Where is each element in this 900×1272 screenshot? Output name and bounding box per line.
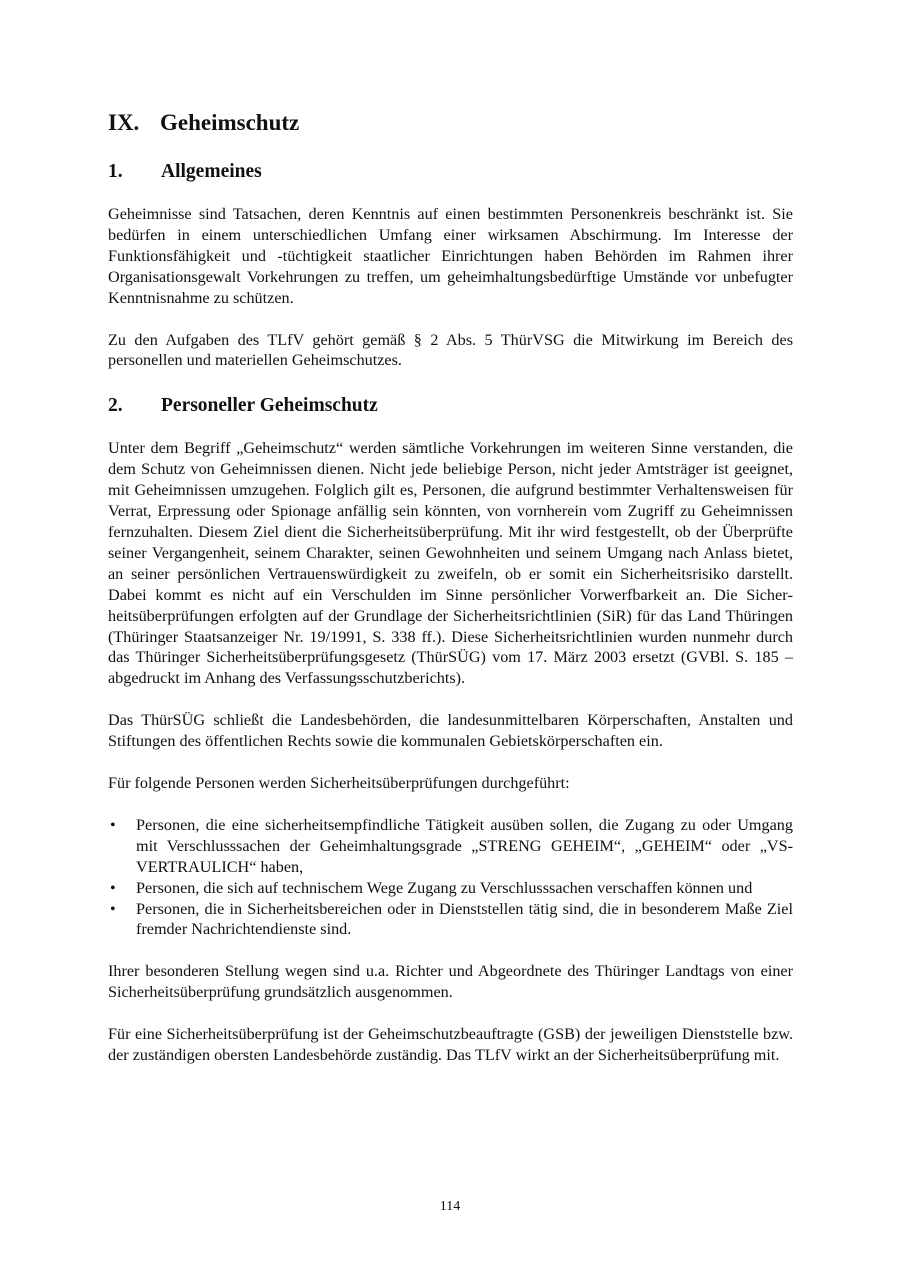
- chapter-title: [108, 108, 793, 138]
- chapter-number: IX.: [108, 110, 140, 135]
- paragraph: Für folgende Personen werden Sicherheitsüberprüfungen durchgeführt:: [108, 774, 570, 793]
- section-heading-allgemeines: [108, 159, 793, 185]
- list-item-text: Personen, die eine sicherheitsempfindliche Tätigkeit ausüben sollen, die Zugang zu oder Umgang mit Verschlusssachen der Geheimhaltungsgrade „STRENG GEHEIM“, „GEHEIM“ oder „VS-VERTRAULICH“ haben,: [136, 815, 793, 876]
- bullet-icon: •: [110, 878, 116, 897]
- section-heading-personeller-geheimschutz: [108, 393, 793, 419]
- paragraph: Für eine Sicherheitsüberprüfung ist der Geheimschutzbeauftragte (GSB) der jeweiligen Dienststelle bzw. der zuständigen obersten Landesbehörde zuständig. Das TLfV wirkt an der Sicherheitsüberprüfung mit.: [108, 1025, 793, 1065]
- paragraph: Zu den Aufgaben des TLfV gehört gemäß § 2 Abs. 5 ThürVSG die Mitwirkung im Bereich des personellen und materiellen Geheimschutzes.: [108, 330, 793, 370]
- list-item: [108, 899, 793, 941]
- chapter-heading: [108, 108, 793, 138]
- list-item: [108, 878, 793, 899]
- page-number: 114: [439, 1199, 461, 1214]
- section-title: Allgemeines: [161, 161, 262, 182]
- paragraph: Unter dem Begriff „Geheimschutz“ werden sämtliche Vorkehrungen im weiteren Sinne verstanden, die dem Schutz von Geheimnissen dienen. Nicht jede beliebige Person, nicht jeder Amtsträger ist geeignet, mit Geheimnissen umzugehen. Folglich gilt es, Personen, die aufgrund bestimmter Verhaltensweisen für Verrat, Erpressung oder Spionage anfällig sein könnten, von vornherein vom Zugriff zu Geheimnissen fernzuhalten. Diesem Ziel dient die Sicherheitsüberprüfung. Mit ihr wird festgestellt, ob der Überprüfte seiner Vergangenheit, seinem Charakter, seinen Gewohnheiten und seinem Umgang nach Anlass bietet, an seiner persönlichen Vertrauenswürdigkeit zu zweifeln, ob er somit ein Sicherheitsrisiko darstellt. Dabei kommt es nicht auf ein Verschulden im Sinne persönlicher Vorwerfbarkeit an. Die Sicherheitsüberprüfungen erfolgten auf der Grundlage der Sicherheitsrichtlinien (SiR) für das Land Thüringen (Thüringer Staatsanzeiger Nr. 19/1991, S. 338 ff.). Diese Sicherheitsrichtlinien wurden nunmehr durch das Thüringer Sicherheitsüberprüfungsgesetz (ThürSÜG) vom 17. März 2003 ersetzt (GVBl. S. 185 – abgedruckt im Anhang des Verfassungsschutzberichts).: [108, 439, 793, 688]
- section-number: 1.: [108, 161, 123, 182]
- bullet-list: [108, 815, 793, 940]
- section-number: 2.: [108, 395, 123, 417]
- bullet-icon: •: [110, 815, 116, 834]
- bullet-icon: •: [110, 899, 116, 918]
- paragraph: Ihrer besonderen Stellung wegen sind u.a. Richter und Abgeordnete des Thüringer Landtags von einer Sicherheitsüberprüfung grundsätzlich ausgenommen.: [108, 962, 793, 1002]
- list-item-text: Personen, die sich auf technischem Wege Zugang zu Verschlusssachen verschaffen können und: [136, 878, 753, 897]
- paragraph: Das ThürSÜG schließt die Landesbehörden, die landesunmittelbaren Körperschaften, Anstalten und Stiftungen des öffentlichen Rechts sowie die kommunalen Gebietskörperschaften ein.: [108, 711, 793, 751]
- section-title: Personeller Geheimschutz: [161, 395, 378, 417]
- paragraph: Geheimnisse sind Tatsachen, deren Kenntnis auf einen bestimmten Personenkreis beschränkt ist. Sie bedürfen in einem unterschiedlichen Umfang einer wirksamen Abschirmung. Im Interesse der Funktionsfähigkeit und -tüchtigkeit staatlicher Einrichtungen haben Behörden im Rahmen ihrer Organisationsgewalt Vorkehrungen zu treffen, um geheimhaltungsbedürftige Umstände vor unbefugter Kenntnisnahme zu schützen.: [108, 205, 793, 307]
- list-item: [108, 815, 793, 878]
- chapter-title-text: Geheimschutz: [160, 110, 300, 135]
- list-item-text: Personen, die in Sicherheitsbereichen oder in Dienststellen tätig sind, die in besonderem Maße Ziel fremder Nachrichtendienste sind.: [136, 899, 793, 939]
